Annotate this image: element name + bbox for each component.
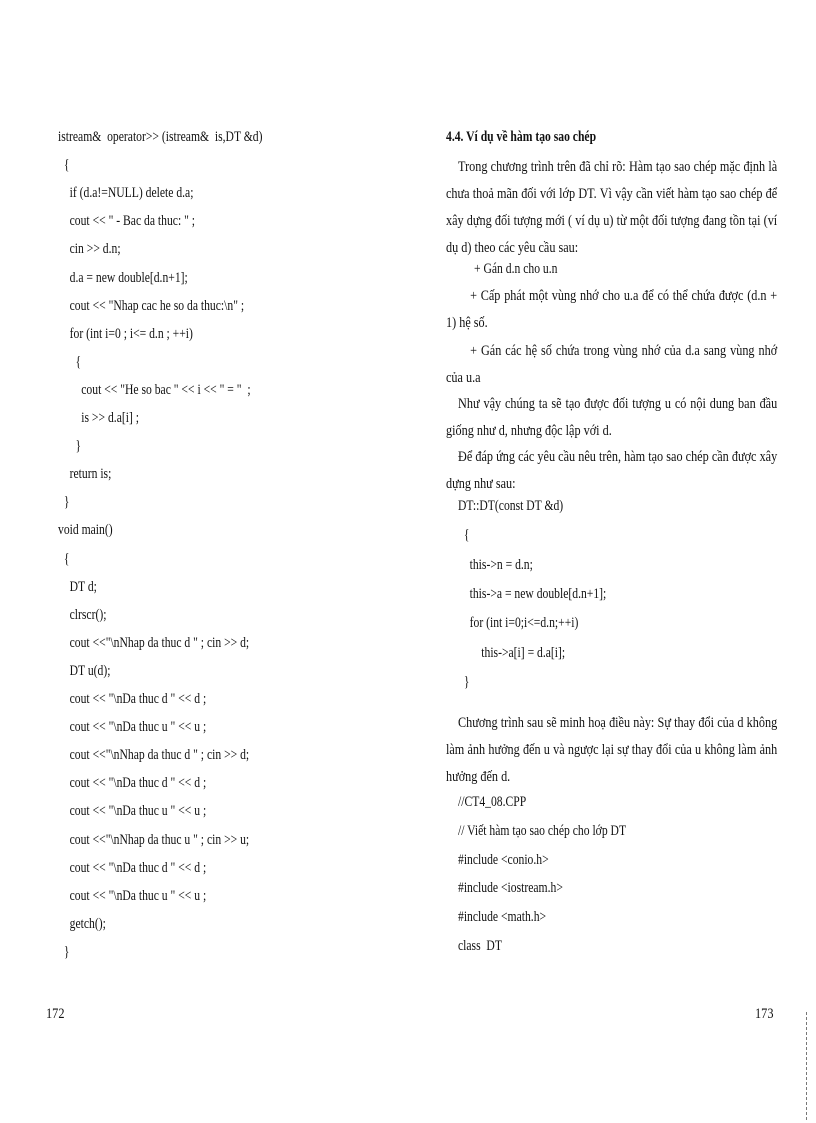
paragraph-intro (446, 154, 778, 262)
paragraph-intro-text: Trong chương trình trên đã chỉ rõ: Hàm tạo sao chép mặc định là chưa thoả mãn đối với lớp DT. Vì vậy cần viết hàm tạo sao chép để xây dựng đối tượng mới ( ví dụ u) từ một đối tượng đang tồn tại (ví dụ d) theo các yêu cầu sau: (446, 159, 778, 256)
code-line: } (58, 943, 70, 960)
paragraph-program-intro-text: Chương trình sau sẽ minh hoạ điều này: Sự thay đổi của d không làm ảnh hưởng đến u và ngược lại sự thay đổi của u không làm ảnh hưởng đến d. (446, 715, 778, 785)
code-line: } (58, 494, 70, 511)
code-line: this->n = d.n; (458, 556, 533, 573)
code-line: cout <<"\nNhap da thuc d " ; cin >> d; (58, 747, 250, 764)
code-line: #include <conio.h> (458, 851, 549, 868)
code-line: { (58, 353, 82, 370)
section-heading: 4.4. Ví dụ về hàm tạo sao chép (446, 129, 597, 145)
code-line: cout << " - Bac da thuc: " ; (58, 213, 195, 230)
code-line: istream& operator>> (istream& is,DT &d) (58, 129, 263, 145)
paragraph-program-intro (446, 710, 778, 791)
list-item-2-text: + Cấp phát một vùng nhớ cho u.a để có thể chứa được (d.n + 1) hệ số. (446, 288, 778, 331)
code-line: clrscr(); (58, 606, 107, 623)
code-line: this->a[i] = d.a[i]; (458, 644, 566, 661)
code-line: cout << "He so bac " << i << " = " ; (58, 381, 251, 398)
paragraph-requirements (446, 444, 778, 498)
page-edge-divider (806, 1012, 808, 1120)
paragraph-requirements-text: Để đáp ứng các yêu cầu nêu trên, hàm tạo sao chép cần được xây dựng như sau: (446, 449, 778, 492)
code-line: DT u(d); (58, 662, 111, 679)
right-page (408, 0, 816, 1123)
code-line: } (58, 438, 82, 455)
left-page-number: 172 (46, 1006, 65, 1022)
right-page-number: 173 (755, 1006, 774, 1022)
code-line: cout <<"\nNhap da thuc u " ; cin >> u; (58, 831, 250, 848)
code-line: } (458, 673, 470, 690)
code-line: class DT (458, 938, 502, 954)
code-line: cout << "\nDa thuc d " << d ; (58, 691, 207, 707)
code-line: { (58, 550, 70, 567)
list-item-3 (446, 338, 778, 392)
list-item-2 (446, 283, 778, 337)
code-line: cout << "\nDa thuc u " << u ; (58, 719, 207, 736)
paragraph-result (446, 391, 778, 445)
code-line: getch(); (58, 915, 106, 932)
code-line: void main() (58, 522, 113, 539)
code-line: for (int i=0 ; i<= d.n ; ++i) (58, 325, 193, 342)
code-line: cout <<"\nNhap da thuc d " ; cin >> d; (58, 634, 250, 651)
code-line: this->a = new double[d.n+1]; (458, 585, 607, 602)
code-line: #include <iostream.h> (458, 880, 563, 897)
paragraph-result-text: Như vậy chúng ta sẽ tạo được đối tượng u có nội dung ban đầu giống như d, nhưng độc lập với d. (446, 396, 778, 439)
code-line: DT d; (58, 578, 97, 595)
list-item-3-text: + Gán các hệ số chứa trong vùng nhớ của d.a sang vùng nhớ của u.a (446, 343, 778, 386)
code-line: { (458, 527, 470, 544)
code-line: cout << "\nDa thuc u " << u ; (58, 803, 207, 820)
code-line: is >> d.a[i] ; (58, 410, 139, 426)
code-line: cout << "\nDa thuc d " << d ; (58, 775, 207, 792)
code-line: cout << "\nDa thuc u " << u ; (58, 887, 207, 904)
code-line: d.a = new double[d.n+1]; (58, 269, 188, 286)
code-line: cout << "Nhap cac he so da thuc:\n" ; (58, 297, 245, 314)
code-line: cin >> d.n; (58, 241, 121, 258)
list-item-1: + Gán d.n cho u.n (474, 261, 558, 277)
code-line: cout << "\nDa thuc d " << d ; (58, 859, 207, 876)
code-line: if (d.a!=NULL) delete d.a; (58, 185, 194, 202)
code-line: DT::DT(const DT &d) (458, 498, 564, 514)
code-line: for (int i=0;i<=d.n;++i) (458, 615, 579, 632)
code-line: //CT4_08.CPP (458, 794, 527, 810)
code-line: // Viết hàm tạo sao chép cho lớp DT (458, 822, 627, 839)
code-line: return is; (58, 466, 112, 483)
code-line: #include <math.h> (458, 909, 547, 926)
code-line: { (58, 157, 70, 174)
